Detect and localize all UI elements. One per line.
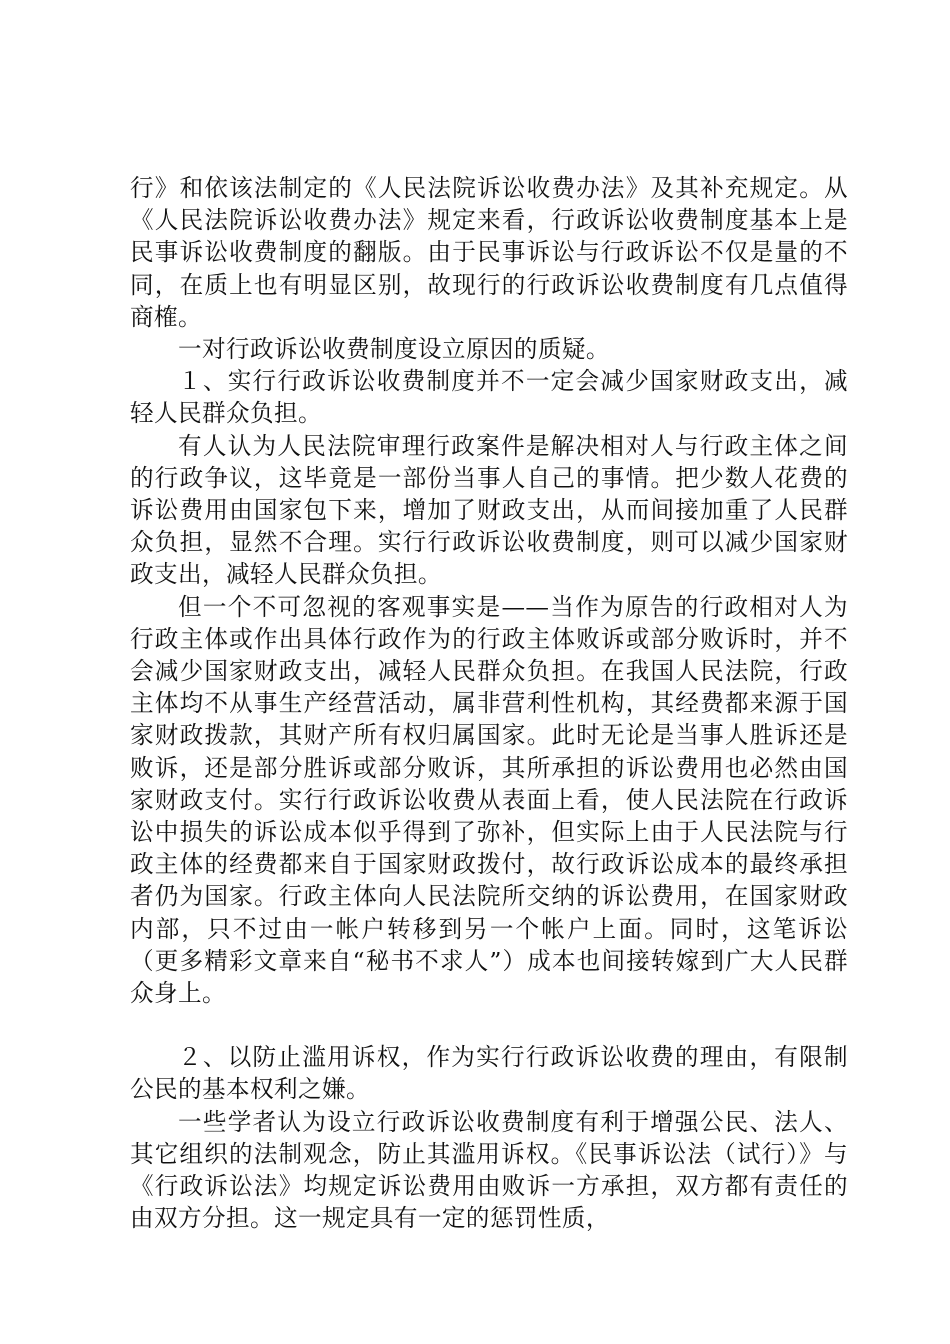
subheading-2: ２、以防止滥用诉权，作为实行行政诉讼收费的理由，有限制公民的基本权利之嫌。 bbox=[130, 1043, 848, 1104]
document-body bbox=[130, 172, 848, 1235]
paragraph-continuation: 行》和依该法制定的《人民法院诉讼收费办法》及其补充规定。从《人民法院诉讼收费办法》规定来看，行政诉讼收费制度基本上是民事诉讼收费制度的翻版。由于民事诉讼与行政诉讼不仅是量的不同，在质上也有明显区别，故现行的行政诉讼收费制度有几点值得商榷。 bbox=[130, 174, 848, 331]
section-heading: 一对行政诉讼收费制度设立原因的质疑。 bbox=[178, 335, 610, 364]
paragraph: 但一个不可忽视的客观事实是——当作为原告的行政相对人为行政主体或作出具体行政作为的行政主体败诉或部分败诉时，并不会减少国家财政支出，减轻人民群众负担。在我国人民法院，行政主体均不从事生产经营活动，属非营利性机构，其经费都来源于国家财政拨款，其财产所有权归属国家。此时无论是当事人胜诉还是败诉，还是部分胜诉或部分败诉，其所承担的诉讼费用也必然由国家财政支付。实行行政诉讼收费从表面上看，使人民法院在行政诉讼中损失的诉讼成本似乎得到了弥补，但实际上由于人民法院与行政主体的经费都来自于国家财政拨付，故行政诉讼成本的最终承担者仍为国家。行政主体向人民法院所交纳的诉讼费用，在国家财政内部，只不过由一帐户转移到另一个帐户上面。同时，这笔诉讼（更多精彩文章来自“秘书不求人”）成本也间接转嫁到广大人民群众身上。 bbox=[130, 592, 848, 1008]
paragraph: 一些学者认为设立行政诉讼收费制度有利于增强公民、法人、其它组织的法制观念，防止其滥用诉权。《民事诉讼法（试行）》与《行政诉讼法》均规定诉讼费用由败诉一方承担，双方都有责任的由双方分担。这一规定具有一定的惩罚性质， bbox=[130, 1107, 848, 1233]
subheading-1: １、实行行政诉讼收费制度并不一定会减少国家财政支出，减轻人民群众负担。 bbox=[130, 367, 848, 428]
paragraph: 有人认为人民法院审理行政案件是解决相对人与行政主体之间的行政争议，这毕竟是一部份当事人自己的事情。把少数人花费的诉讼费用由国家包下来，增加了财政支出，从而间接加重了人民群众负担，显然不合理。实行行政诉讼收费制度，则可以减少国家财政支出，减轻人民群众负担。 bbox=[130, 431, 848, 589]
paragraph-spacer bbox=[130, 1009, 848, 1041]
